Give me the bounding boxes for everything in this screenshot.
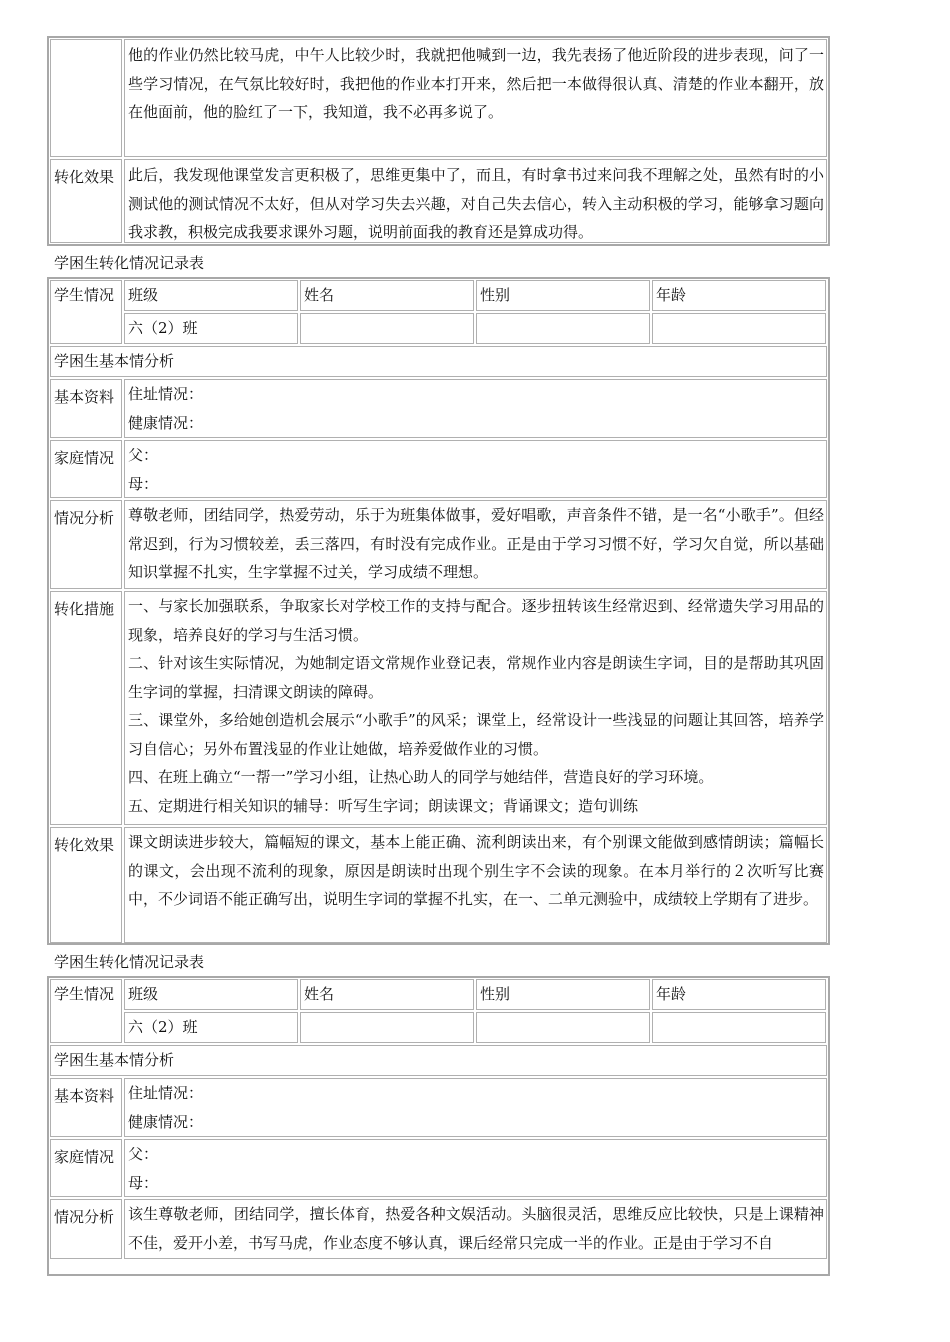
record-table-2 bbox=[47, 277, 830, 945]
health-line: 健康情况： bbox=[128, 413, 204, 432]
value-name bbox=[300, 1012, 474, 1043]
value-age bbox=[652, 313, 826, 344]
header-name: 姓名 bbox=[300, 280, 474, 311]
value-age bbox=[652, 1012, 826, 1043]
header-class: 班级 bbox=[124, 280, 298, 311]
record-table-3 bbox=[47, 976, 830, 1276]
value-gender bbox=[476, 313, 650, 344]
value-gender bbox=[476, 1012, 650, 1043]
document-page bbox=[47, 36, 830, 1276]
family-label: 家庭情况 bbox=[50, 1139, 122, 1197]
header-age: 年龄 bbox=[652, 979, 826, 1010]
student-label: 学生情况 bbox=[50, 979, 122, 1043]
situation-label: 情况分析 bbox=[50, 1199, 122, 1259]
address-line: 住址情况： bbox=[128, 1084, 204, 1102]
header-age: 年龄 bbox=[652, 280, 826, 311]
header-gender: 性别 bbox=[476, 979, 650, 1010]
address-line: 住址情况： bbox=[128, 385, 204, 403]
effect-text: 此后，我发现他课堂发言更积极了，思维更集中了，而且，有时拿书过来问我不理解之处，虽然有时的小测试他的测试情况不太好，但从对学习失去兴趣，对自己失去信心，转入主动积极的学习，能够拿习题向我求教，积极完成我要求课外习题，说明前面我的教育还是算成功得。 bbox=[124, 159, 827, 243]
value-class: 六（2）班 bbox=[124, 313, 298, 344]
header-class: 班级 bbox=[124, 979, 298, 1010]
value-class: 六（2）班 bbox=[124, 1012, 298, 1043]
health-line: 健康情况： bbox=[128, 1112, 204, 1131]
measure-item: 二、针对该生实际情况，为她制定语文常规作业登记表，常规作业内容是朗读生字词，目的是帮助其巩固生字词的掌握，扫清课文朗读的障碍。 bbox=[128, 654, 824, 701]
header-gender: 性别 bbox=[476, 280, 650, 311]
mother-line: 母： bbox=[128, 1173, 159, 1192]
basic-label: 基本资料 bbox=[50, 1078, 122, 1137]
measure-item: 一、与家长加强联系，争取家长对学校工作的支持与配合。逐步扭转该生经常迟到、经常遗失学习用品的现象，培养良好的学习与生活习惯。 bbox=[128, 597, 824, 644]
record-title: 学困生转化情况记录表 bbox=[54, 254, 205, 272]
empty-label-cell bbox=[50, 39, 122, 157]
measure-item: 四、在班上确立“一帮一”学习小组，让热心助人的同学与她结伴，营造良好的学习环境。 bbox=[128, 768, 714, 786]
analysis-title: 学困生基本情分析 bbox=[50, 1045, 827, 1076]
family-label: 家庭情况 bbox=[50, 440, 122, 498]
situation-text: 该生尊敬老师，团结同学，擅长体育，热爱各种文娱活动。头脑很灵活，思维反应比较快，只是上课精神不佳，爱开小差，书写马虎，作业态度不够认真，课后经常只完成一半的作业。正是由于学习不自 bbox=[124, 1199, 827, 1259]
situation-label: 情况分析 bbox=[50, 500, 122, 589]
father-line: 父： bbox=[128, 446, 159, 464]
effect-label: 转化效果 bbox=[50, 159, 122, 243]
measure-item: 五、定期进行相关知识的辅导：听写生字词；朗读课文；背诵课文；造句训练 bbox=[128, 796, 639, 815]
continued-measures-text: 他的作业仍然比较马虎，中午人比较少时，我就把他喊到一边，我先表扬了他近阶段的进步表现，问了一些学习情况，在气氛比较好时，我把他的作业本打开来，然后把一本做得很认真、清楚的作业本翻开，放在他面前，他的脸红了一下，我知道，我不必再多说了。 bbox=[124, 39, 827, 157]
effect-label: 转化效果 bbox=[50, 827, 122, 943]
analysis-title: 学困生基本情分析 bbox=[50, 346, 827, 377]
situation-text: 尊敬老师，团结同学，热爱劳动，乐于为班集体做事，爱好唱歌，声音条件不错，是一名“小歌手”。但经常迟到，行为习惯较差，丢三落四，有时没有完成作业。正是由于学习习惯不好，学习欠自觉，所以基础知识掌握不扎实，生字掌握不过关，学习成绩不理想。 bbox=[124, 500, 827, 589]
mother-line: 母： bbox=[128, 474, 159, 493]
effect-text: 课文朗读进步较大，篇幅短的课文，基本上能正确、流利朗读出来，有个别课文能做到感情朗读；篇幅长的课文，会出现不流利的现象，原因是朗读时出现个别生字不会读的现象。在本月举行的２次听写比赛中，不少词语不能正确写出，说明生字词的掌握不扎实，在一、二单元测验中，成绩较上学期有了进步。 bbox=[124, 827, 827, 943]
student-label: 学生情况 bbox=[50, 280, 122, 344]
record-table-1 bbox=[47, 36, 830, 246]
value-name bbox=[300, 313, 474, 344]
father-line: 父： bbox=[128, 1145, 159, 1163]
measures-label: 转化措施 bbox=[50, 591, 122, 825]
basic-label: 基本资料 bbox=[50, 379, 122, 438]
record-title: 学困生转化情况记录表 bbox=[54, 953, 205, 971]
measure-item: 三、课堂外，多给她创造机会展示“小歌手”的风采；课堂上，经常设计一些浅显的问题让其回答，培养学习自信心；另外布置浅显的作业让她做，培养爱做作业的习惯。 bbox=[128, 711, 824, 758]
header-name: 姓名 bbox=[300, 979, 474, 1010]
